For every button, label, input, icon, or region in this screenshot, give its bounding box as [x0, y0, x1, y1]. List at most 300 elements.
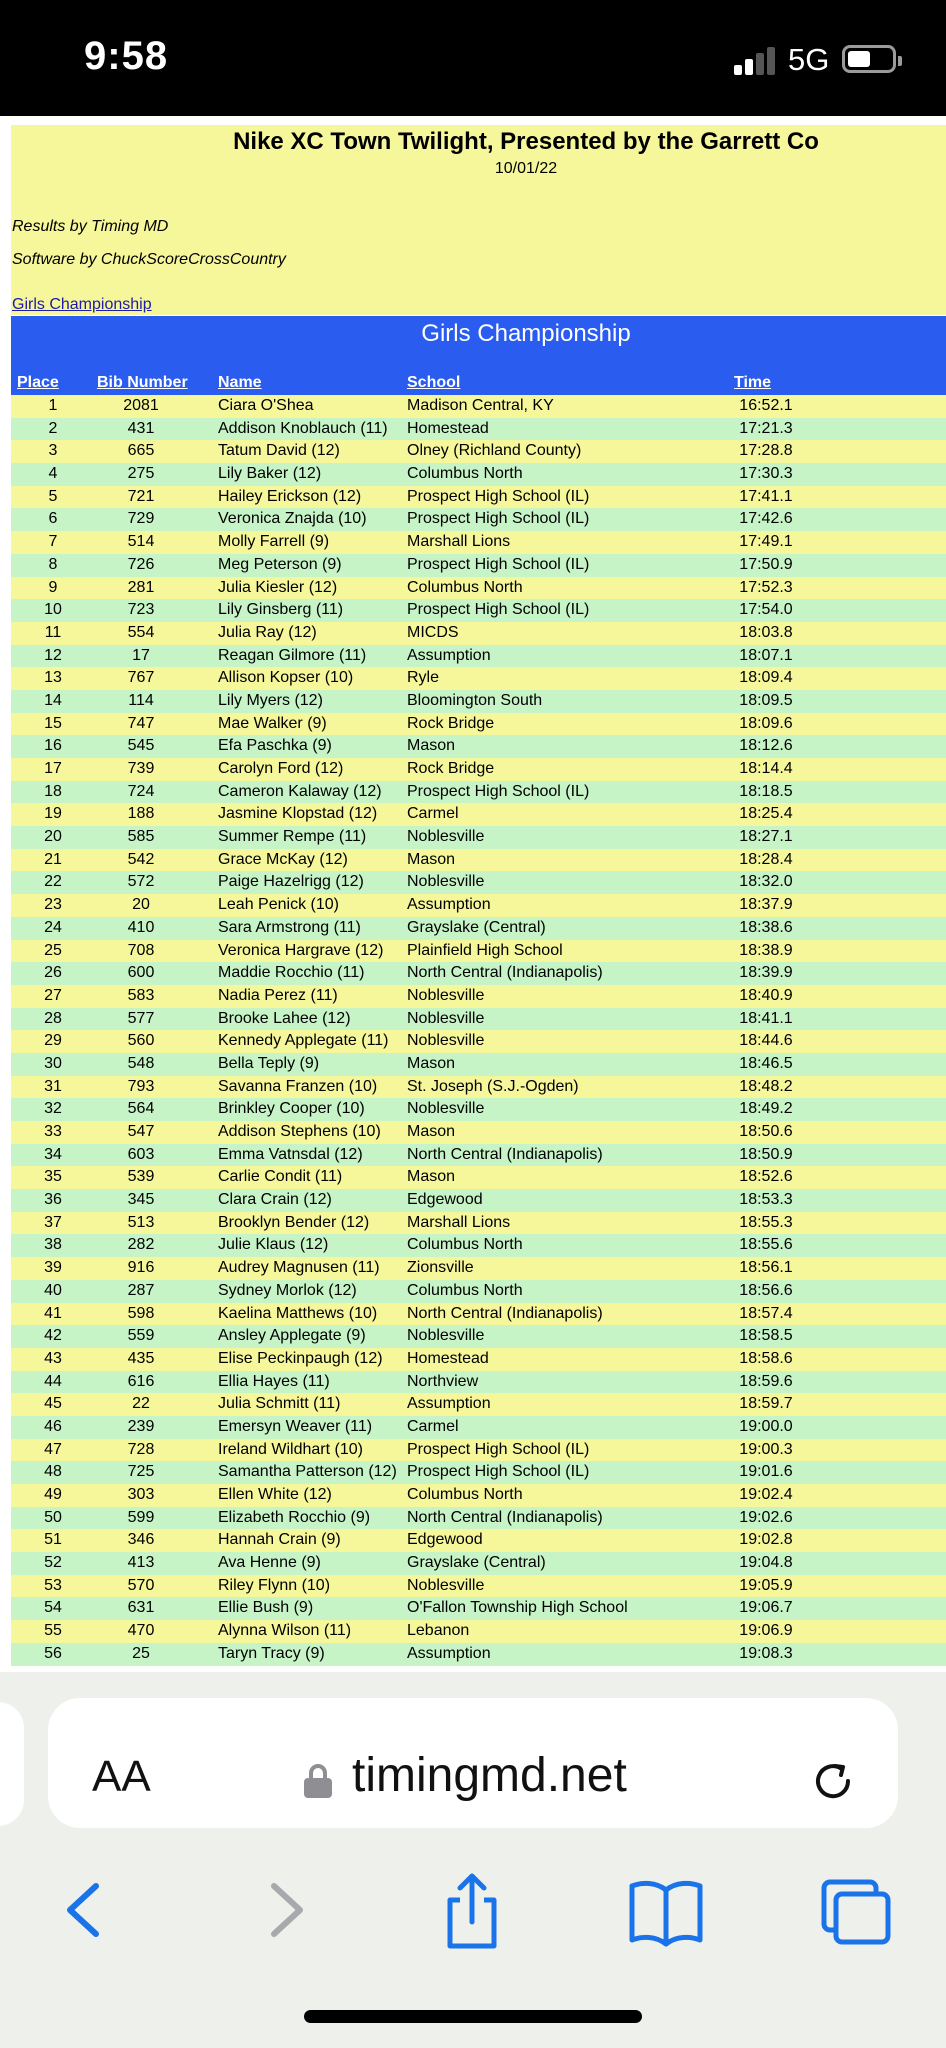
cell-school: Noblesville — [407, 1032, 485, 1050]
cell-name: Julia Schmitt (11) — [218, 1395, 341, 1413]
cell-place: 37 — [44, 1213, 62, 1231]
cell-school: Homestead — [407, 419, 489, 437]
cell-school: Columbus North — [407, 1486, 523, 1503]
cell-place: 36 — [44, 1191, 62, 1209]
cell-school: Noblesville — [407, 873, 485, 891]
cell-time: 18:55.6 — [739, 1236, 793, 1254]
cell-place: 20 — [44, 828, 62, 846]
cell-time: 18:28.4 — [739, 850, 793, 868]
cell-name: Brooklyn Bender (12) — [218, 1213, 370, 1231]
text-size-button[interactable]: AA — [92, 1752, 151, 1801]
cell-bib: 726 — [127, 555, 155, 573]
cell-place: 17 — [44, 760, 62, 777]
cell-place: 3 — [48, 442, 58, 460]
cell-time: 18:14.4 — [739, 760, 793, 777]
cell-name: Lily Baker (12) — [218, 465, 322, 483]
cell-bib: 599 — [127, 1508, 155, 1526]
cell-school: Plainfield High School — [407, 941, 563, 959]
cell-bib: 570 — [127, 1576, 155, 1594]
cell-school: MICDS — [407, 623, 459, 641]
cell-name: Summer Rempe (11) — [218, 828, 367, 846]
cell-time: 18:12.6 — [739, 737, 793, 755]
table-row — [11, 690, 946, 713]
cell-name: Tatum David (12) — [218, 442, 340, 460]
cell-place: 43 — [44, 1349, 62, 1367]
status-bar — [0, 0, 946, 116]
meet-date: 10/01/22 — [494, 160, 558, 177]
cell-place: 40 — [44, 1281, 62, 1299]
table-row — [11, 1053, 946, 1076]
cell-school: Noblesville — [407, 986, 485, 1004]
cell-name: Alynna Wilson (11) — [218, 1622, 352, 1640]
cell-time: 17:21.3 — [739, 419, 793, 437]
cell-time: 18:50.9 — [739, 1145, 793, 1163]
cell-place: 10 — [44, 601, 62, 619]
cell-place: 1 — [48, 397, 58, 414]
table-row — [11, 1416, 946, 1439]
bookmarks-icon[interactable] — [626, 1868, 706, 1952]
cell-place: 27 — [44, 986, 62, 1004]
table-row — [11, 531, 946, 554]
cell-bib: 598 — [127, 1304, 155, 1322]
cell-name: Samantha Patterson (12) — [218, 1463, 397, 1481]
cell-bib: 282 — [127, 1236, 155, 1254]
cell-place: 28 — [44, 1009, 62, 1027]
cell-bib: 572 — [127, 873, 155, 891]
cell-place: 15 — [44, 714, 62, 732]
cell-bib: 239 — [127, 1417, 155, 1435]
cell-name: Brooke Lahee (12) — [218, 1009, 351, 1027]
cell-time: 18:38.9 — [739, 941, 793, 959]
url-domain[interactable]: timingmd.net — [352, 1749, 627, 1802]
table-row — [11, 1076, 946, 1099]
cell-school: Assumption — [407, 1644, 491, 1662]
table-row — [11, 1234, 946, 1257]
table-row — [11, 735, 946, 758]
cell-time: 18:59.6 — [739, 1372, 793, 1390]
cell-time: 18:03.8 — [739, 623, 793, 641]
table-row — [11, 1552, 946, 1575]
cell-time: 18:07.1 — [739, 646, 793, 664]
table-row — [11, 599, 946, 622]
cell-bib: 603 — [127, 1145, 155, 1163]
cell-bib: 345 — [127, 1191, 155, 1209]
cell-time: 18:56.1 — [739, 1259, 793, 1277]
cell-time: 18:25.4 — [739, 805, 793, 823]
table-row — [11, 917, 946, 940]
table-row — [11, 1144, 946, 1167]
cell-name: Kennedy Applegate (11) — [218, 1032, 389, 1050]
cell-name: Elizabeth Rocchio (9) — [218, 1508, 371, 1526]
cell-place: 47 — [44, 1440, 62, 1458]
cell-school: Carmel — [407, 805, 459, 823]
table-row — [11, 894, 946, 917]
cell-bib: 545 — [127, 737, 155, 755]
cell-time: 18:52.6 — [739, 1168, 793, 1186]
cell-time: 19:00.0 — [739, 1417, 793, 1435]
cell-place: 45 — [44, 1395, 62, 1413]
table-row — [11, 1348, 946, 1371]
cell-time: 18:53.3 — [739, 1191, 793, 1209]
cell-place: 8 — [48, 555, 58, 573]
cell-bib: 916 — [127, 1259, 155, 1277]
cell-place: 7 — [48, 533, 58, 551]
cell-name: Sara Armstrong (11) — [218, 918, 361, 936]
table-row — [11, 508, 946, 531]
column-header-name[interactable]: Name — [218, 374, 262, 391]
tabs-icon[interactable] — [816, 1868, 896, 1952]
cell-name: Jasmine Klopstad (12) — [218, 805, 378, 823]
cell-place: 48 — [44, 1463, 62, 1481]
table-row — [11, 554, 946, 577]
cell-school: Noblesville — [407, 828, 485, 846]
cell-bib: 514 — [127, 533, 155, 551]
cell-place: 33 — [44, 1123, 62, 1140]
cell-time: 19:05.9 — [739, 1576, 793, 1594]
cell-name: Julie Klaus (12) — [218, 1236, 329, 1254]
cell-time: 19:08.3 — [739, 1644, 793, 1662]
table-row — [11, 463, 946, 486]
cell-school: Noblesville — [407, 1327, 485, 1345]
table-row — [11, 1121, 946, 1144]
cell-school: North Central (Indianapolis) — [407, 964, 603, 982]
cell-name: Ciara O'Shea — [218, 397, 314, 414]
cell-school: Prospect High School (IL) — [407, 782, 590, 800]
table-row — [11, 781, 946, 804]
table-row — [11, 645, 946, 668]
cell-time: 18:09.5 — [739, 691, 793, 709]
cell-time: 18:09.6 — [739, 714, 793, 732]
cell-school: Assumption — [407, 646, 491, 664]
column-header-time[interactable]: Time — [734, 374, 772, 391]
cell-name: Kaelina Matthews (10) — [218, 1304, 378, 1322]
table-row — [11, 1575, 946, 1598]
cell-bib: 739 — [127, 760, 155, 777]
cell-school: Mason — [407, 1054, 456, 1072]
cell-name: Sydney Morlok (12) — [218, 1281, 357, 1299]
cell-name: Emersyn Weaver (11) — [218, 1417, 373, 1435]
cell-bib: 554 — [127, 623, 155, 641]
cell-time: 19:01.6 — [739, 1463, 793, 1481]
cell-name: Julia Kiesler (12) — [218, 578, 338, 596]
cell-name: Reagan Gilmore (11) — [218, 646, 367, 664]
cell-bib: 2081 — [123, 397, 159, 414]
cell-place: 19 — [44, 805, 62, 823]
browser-toolbar — [0, 1672, 946, 2048]
cell-school: Mason — [407, 1168, 456, 1186]
cell-name: Cameron Kalaway (12) — [218, 782, 382, 800]
cell-place: 34 — [44, 1145, 62, 1163]
cell-name: Savanna Franzen (10) — [218, 1077, 378, 1095]
cell-time: 18:49.2 — [739, 1100, 793, 1118]
cell-place: 11 — [44, 623, 62, 641]
cell-name: Emma Vatnsdal (12) — [218, 1145, 363, 1163]
table-row — [11, 1439, 946, 1462]
web-page[interactable] — [0, 116, 946, 1672]
table-row — [11, 1189, 946, 1212]
table-row — [11, 1166, 946, 1189]
cell-time: 17:50.9 — [739, 555, 793, 573]
cell-time: 17:28.8 — [739, 442, 793, 460]
previous-tab-peek[interactable] — [0, 1702, 24, 1826]
table-row — [11, 1643, 946, 1666]
cell-name: Riley Flynn (10) — [218, 1576, 331, 1594]
cell-place: 55 — [44, 1622, 62, 1640]
cell-name: Julia Ray (12) — [218, 623, 317, 641]
cell-place: 25 — [44, 941, 62, 959]
cell-school: Noblesville — [407, 1576, 485, 1594]
cell-school: Zionsville — [407, 1259, 474, 1277]
cell-school: Olney (Richland County) — [407, 442, 582, 460]
cell-time: 18:41.1 — [739, 1009, 793, 1027]
cell-bib: 564 — [127, 1100, 155, 1118]
cell-name: Audrey Magnusen (11) — [218, 1259, 380, 1277]
cell-time: 18:39.9 — [739, 964, 793, 982]
cell-name: Grace McKay (12) — [218, 850, 348, 868]
cell-name: Bella Teply (9) — [218, 1054, 320, 1072]
cell-school: Assumption — [407, 1395, 491, 1413]
reload-icon[interactable] — [810, 1758, 856, 1804]
cell-time: 18:57.4 — [739, 1304, 793, 1322]
column-header-place[interactable]: Place — [17, 374, 59, 391]
cell-place: 23 — [44, 896, 62, 914]
cell-school: Prospect High School (IL) — [407, 1440, 590, 1458]
cell-name: Maddie Rocchio (11) — [218, 964, 365, 982]
cell-time: 19:00.3 — [739, 1440, 793, 1458]
cell-name: Molly Farrell (9) — [218, 533, 330, 551]
table-row — [11, 1507, 946, 1530]
table-row — [11, 1484, 946, 1507]
cell-name: Mae Walker (9) — [218, 714, 327, 732]
cell-place: 56 — [44, 1644, 62, 1662]
cell-bib: 470 — [127, 1622, 155, 1640]
cell-name: Ellia Hayes (11) — [218, 1372, 330, 1390]
cell-school: Columbus North — [407, 465, 523, 483]
cell-time: 18:38.6 — [739, 918, 793, 936]
cell-bib: 721 — [127, 487, 155, 505]
cell-time: 17:52.3 — [739, 578, 793, 596]
column-header-school[interactable]: School — [407, 374, 461, 391]
table-row — [11, 395, 946, 418]
table-row — [11, 985, 946, 1008]
share-icon[interactable] — [432, 1868, 512, 1952]
cell-place: 16 — [44, 737, 62, 755]
cell-time: 18:37.9 — [739, 896, 793, 914]
cell-bib: 560 — [127, 1032, 155, 1050]
cell-place: 14 — [44, 691, 62, 709]
cell-place: 21 — [44, 850, 62, 868]
network-type: 5G — [788, 42, 830, 77]
cell-school: North Central (Indianapolis) — [407, 1304, 603, 1322]
cell-time: 18:46.5 — [739, 1054, 793, 1072]
cell-place: 46 — [44, 1417, 62, 1435]
cell-bib: 287 — [127, 1281, 155, 1299]
cell-school: Lebanon — [407, 1622, 470, 1640]
cell-school: Ryle — [407, 669, 440, 687]
cell-time: 18:58.6 — [739, 1349, 793, 1367]
cell-time: 18:27.1 — [739, 828, 793, 846]
cell-place: 26 — [44, 964, 62, 982]
table-row — [11, 418, 946, 441]
cell-school: Bloomington South — [407, 691, 543, 709]
table-row — [11, 577, 946, 600]
cell-place: 31 — [44, 1077, 62, 1095]
cell-place: 50 — [44, 1508, 62, 1526]
cell-place: 44 — [44, 1372, 62, 1390]
cell-bib: 577 — [127, 1009, 155, 1027]
cell-place: 54 — [44, 1599, 62, 1617]
cell-place: 51 — [44, 1531, 62, 1549]
cell-bib: 747 — [127, 714, 155, 732]
cell-school: Noblesville — [407, 1100, 485, 1118]
cell-place: 4 — [48, 465, 58, 483]
cell-name: Paige Hazelrigg (12) — [218, 873, 364, 891]
cell-place: 2 — [48, 419, 58, 437]
cell-time: 19:04.8 — [739, 1554, 793, 1572]
cell-time: 19:06.7 — [739, 1599, 793, 1617]
cell-bib: 728 — [127, 1440, 155, 1458]
cell-school: Prospect High School (IL) — [407, 601, 590, 619]
cell-place: 53 — [44, 1576, 62, 1594]
cell-name: Ireland Wildhart (10) — [218, 1440, 363, 1458]
cell-name: Carolyn Ford (12) — [218, 760, 344, 777]
cell-bib: 303 — [127, 1486, 155, 1503]
cell-name: Addison Stephens (10) — [218, 1123, 381, 1140]
cell-bib: 275 — [127, 465, 155, 483]
table-row — [11, 1529, 946, 1552]
table-row — [11, 758, 946, 781]
cell-name: Ellie Bush (9) — [218, 1599, 314, 1617]
results-table-body — [11, 395, 946, 1666]
column-header-bib[interactable]: Bib Number — [97, 374, 188, 391]
cell-school: Columbus North — [407, 1236, 523, 1254]
cell-name: Taryn Tracy (9) — [218, 1644, 325, 1662]
back-icon[interactable] — [48, 1868, 128, 1952]
cell-bib: 431 — [127, 419, 155, 437]
cell-place: 32 — [44, 1100, 62, 1118]
table-row — [11, 667, 946, 690]
table-row — [11, 1098, 946, 1121]
cell-name: Brinkley Cooper (10) — [218, 1100, 365, 1118]
table-row — [11, 440, 946, 463]
cell-time: 17:30.3 — [739, 465, 793, 483]
cell-school: Edgewood — [407, 1191, 483, 1209]
table-row — [11, 871, 946, 894]
cell-bib: 708 — [127, 941, 155, 959]
table-row — [11, 849, 946, 872]
cell-name: Veronica Hargrave (12) — [218, 941, 384, 959]
cell-bib: 513 — [127, 1213, 155, 1231]
cell-school: Rock Bridge — [407, 760, 495, 777]
cell-time: 18:50.6 — [739, 1123, 793, 1140]
cell-school: O'Fallon Township High School — [407, 1599, 628, 1617]
cell-place: 12 — [44, 646, 62, 664]
cell-school: Homestead — [407, 1349, 489, 1367]
cell-place: 52 — [44, 1554, 62, 1572]
table-row — [11, 1597, 946, 1620]
cell-time: 16:52.1 — [739, 397, 793, 414]
cell-school: Mason — [407, 850, 456, 868]
cell-school: Prospect High School (IL) — [407, 510, 590, 528]
cell-name: Lily Ginsberg (11) — [218, 601, 344, 619]
cell-school: Rock Bridge — [407, 714, 495, 732]
home-indicator[interactable] — [304, 2010, 642, 2023]
table-row — [11, 486, 946, 509]
results-by: Results by Timing MD — [12, 218, 169, 235]
cell-bib: 631 — [127, 1599, 155, 1617]
cell-place: 39 — [44, 1259, 62, 1277]
table-row — [11, 940, 946, 963]
cell-school: Marshall Lions — [407, 1213, 511, 1231]
cell-time: 19:06.9 — [739, 1622, 793, 1640]
cell-bib: 725 — [127, 1463, 155, 1481]
cell-time: 19:02.8 — [739, 1531, 793, 1549]
cell-school: North Central (Indianapolis) — [407, 1508, 603, 1526]
cell-time: 18:09.4 — [739, 669, 793, 687]
cell-place: 35 — [44, 1168, 62, 1186]
cell-bib: 793 — [127, 1077, 155, 1095]
cell-bib: 25 — [132, 1644, 150, 1662]
table-row — [11, 803, 946, 826]
cell-time: 18:58.5 — [739, 1327, 793, 1345]
cell-time: 19:02.6 — [739, 1508, 793, 1526]
cell-bib: 435 — [127, 1349, 155, 1367]
cell-bib: 583 — [127, 986, 155, 1004]
cell-time: 17:42.6 — [739, 510, 793, 528]
cell-name: Efa Paschka (9) — [218, 737, 332, 755]
table-row — [11, 1212, 946, 1235]
cell-place: 49 — [44, 1486, 62, 1503]
cell-school: Columbus North — [407, 1281, 523, 1299]
table-row — [11, 1030, 946, 1053]
cell-bib: 22 — [132, 1395, 150, 1413]
cell-name: Addison Knoblauch (11) — [218, 419, 388, 437]
cell-school: Mason — [407, 1123, 456, 1140]
cell-place: 42 — [44, 1327, 62, 1345]
cell-school: Madison Central, KY — [407, 397, 554, 414]
race-link-girls-championship[interactable]: Girls Championship — [12, 296, 152, 313]
cell-school: Noblesville — [407, 1009, 485, 1027]
cell-bib: 539 — [127, 1168, 155, 1186]
table-row — [11, 1620, 946, 1643]
cell-time: 18:59.7 — [739, 1395, 793, 1413]
cell-bib: 665 — [127, 442, 155, 460]
cell-bib: 114 — [128, 691, 154, 709]
cell-place: 18 — [44, 782, 62, 800]
software-by: Software by ChuckScoreCrossCountry — [12, 251, 286, 268]
table-row — [11, 1393, 946, 1416]
cell-school: Carmel — [407, 1417, 459, 1435]
cell-time: 18:55.3 — [739, 1213, 793, 1231]
table-row — [11, 1280, 946, 1303]
forward-icon[interactable] — [244, 1868, 324, 1952]
table-row — [11, 1257, 946, 1280]
cell-time: 18:48.2 — [739, 1077, 793, 1095]
cell-place: 22 — [44, 873, 62, 891]
cell-bib: 17 — [132, 646, 150, 664]
cell-school: Prospect High School (IL) — [407, 555, 590, 573]
table-row — [11, 1008, 946, 1031]
status-time: 9:58 — [84, 34, 169, 78]
cell-bib: 548 — [127, 1054, 155, 1072]
cell-bib: 600 — [127, 964, 155, 982]
cell-school: Grayslake (Central) — [407, 918, 546, 936]
cell-school: North Central (Indianapolis) — [407, 1145, 603, 1163]
cell-name: Ansley Applegate (9) — [218, 1327, 366, 1345]
battery-icon — [842, 45, 896, 73]
cell-bib: 410 — [127, 918, 155, 936]
cell-bib: 188 — [127, 805, 155, 823]
